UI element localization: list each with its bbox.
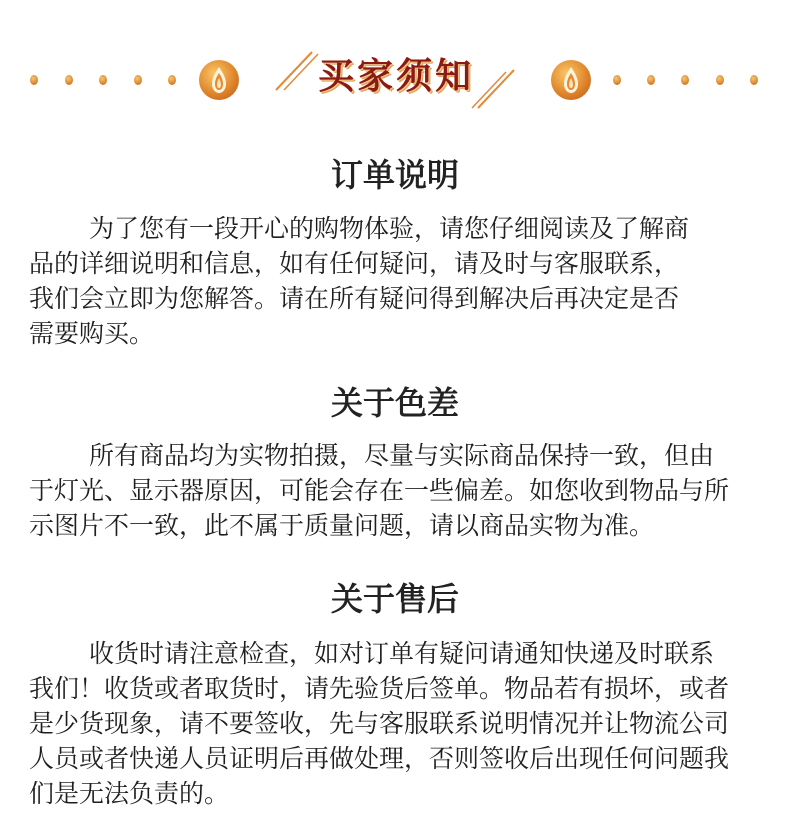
- paragraph-line: 示图片不一致，此不属于质量问题，请以商品实物为准。: [29, 511, 655, 540]
- paragraph-line: 我们会立即为您解答。请在所有疑问得到解决后再决定是否: [29, 284, 680, 313]
- flame-icon: [199, 60, 239, 100]
- banner-title: 买家须知: [317, 56, 474, 97]
- paragraph-line: 们是无法负责的。: [29, 779, 230, 808]
- paragraph-line: 于灯光、显示器原因，可能会存在一些偏差。如您收到物品与所: [29, 476, 730, 505]
- section-body-order: [29, 211, 759, 351]
- section-title-order: 订单说明: [330, 156, 459, 194]
- ornament-dot: [647, 75, 655, 85]
- ornament-dot: [681, 75, 689, 85]
- section-body-color-difference: [29, 438, 759, 543]
- section-title-after-sales: 关于售后: [330, 580, 459, 618]
- section-title-color-difference: 关于色差: [330, 384, 459, 422]
- ornament-dot: [30, 75, 38, 85]
- buyer-notice-banner: [0, 0, 790, 150]
- ornament-dot: [750, 75, 758, 85]
- ornament-dot: [613, 75, 621, 85]
- paragraph-line: 是少货现象，请不要签收，先与客服联系说明情况并让物流公司: [29, 709, 730, 738]
- section-body-after-sales: [29, 636, 759, 811]
- flame-icon: [551, 60, 591, 100]
- ornament-dot: [99, 75, 107, 85]
- ornament-dot: [134, 75, 142, 85]
- paragraph-line: 为了您有一段开心的购物体验，请您仔细阅读及了解商: [89, 214, 690, 243]
- decorative-slash: [270, 46, 320, 96]
- paragraph-line: 我们！收货或者取货时，请先验货后签单。物品若有损坏，或者: [29, 674, 730, 703]
- paragraph-line: 所有商品均为实物拍摄，尽量与实际商品保持一致，但由: [89, 441, 715, 470]
- decorative-slash: [468, 64, 518, 114]
- paragraph-line: 品的详细说明和信息，如有任何疑问，请及时与客服联系，: [29, 249, 680, 278]
- paragraph-line: 需要购买。: [29, 319, 155, 348]
- paragraph-line: 人员或者快递人员证明后再做处理，否则签收后出现任何问题我: [29, 744, 730, 773]
- ornament-dot: [168, 75, 176, 85]
- paragraph-line: 收货时请注意检查，如对订单有疑问请通知快递及时联系: [89, 639, 715, 668]
- ornament-dot: [65, 75, 73, 85]
- ornament-dot: [716, 75, 724, 85]
